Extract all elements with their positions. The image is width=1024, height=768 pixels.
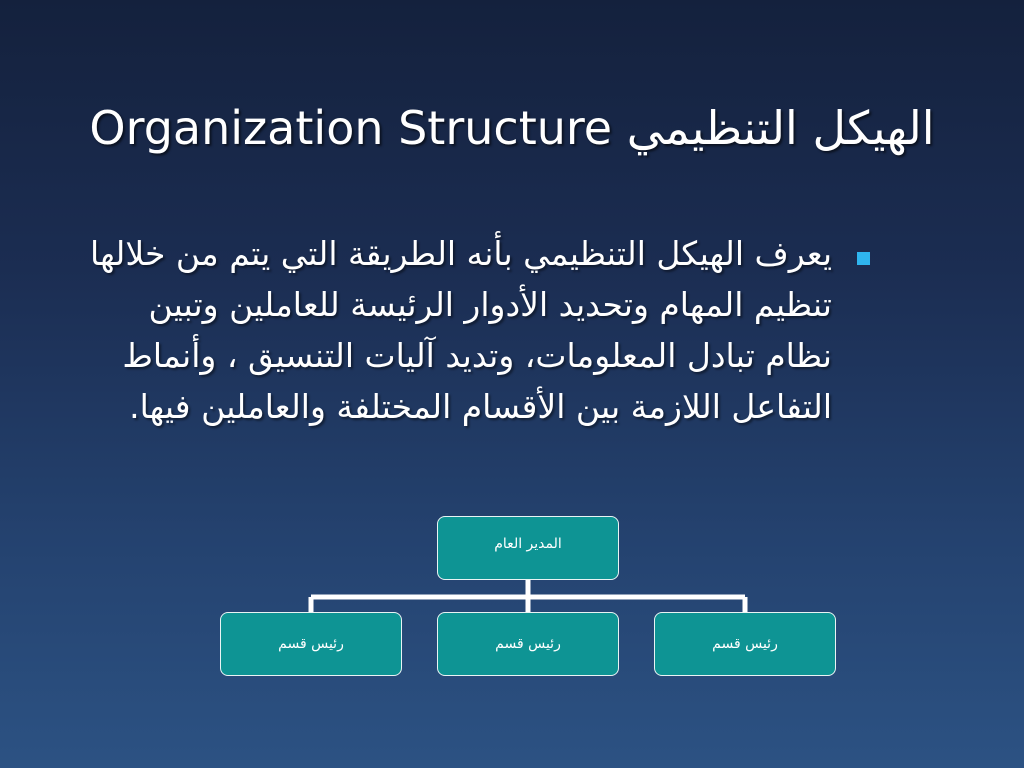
org-box-department-head: رئيس قسم xyxy=(437,612,619,676)
slide-title: Organization Structure الهيكل التنظيمي xyxy=(89,101,935,155)
org-box-department-head: رئيس قسم xyxy=(220,612,402,676)
org-box-department-head: رئيس قسم xyxy=(654,612,836,676)
org-box-general-manager: المدير العام xyxy=(437,516,619,580)
content-block xyxy=(80,228,870,432)
bullet-marker xyxy=(857,252,870,265)
bullet-paragraph: يعرف الهيكل التنظيمي بأنه الطريقة التي يتم من خلالها تنظيم المهام وتحديد الأدوار الرئيسة للعاملين وتبين نظام تبادل المعلومات، وتديد آليات التنسيق ، وأنماط التفاعل اللازمة بين الأقسام المختلفة والعاملين فيها. xyxy=(90,234,832,426)
